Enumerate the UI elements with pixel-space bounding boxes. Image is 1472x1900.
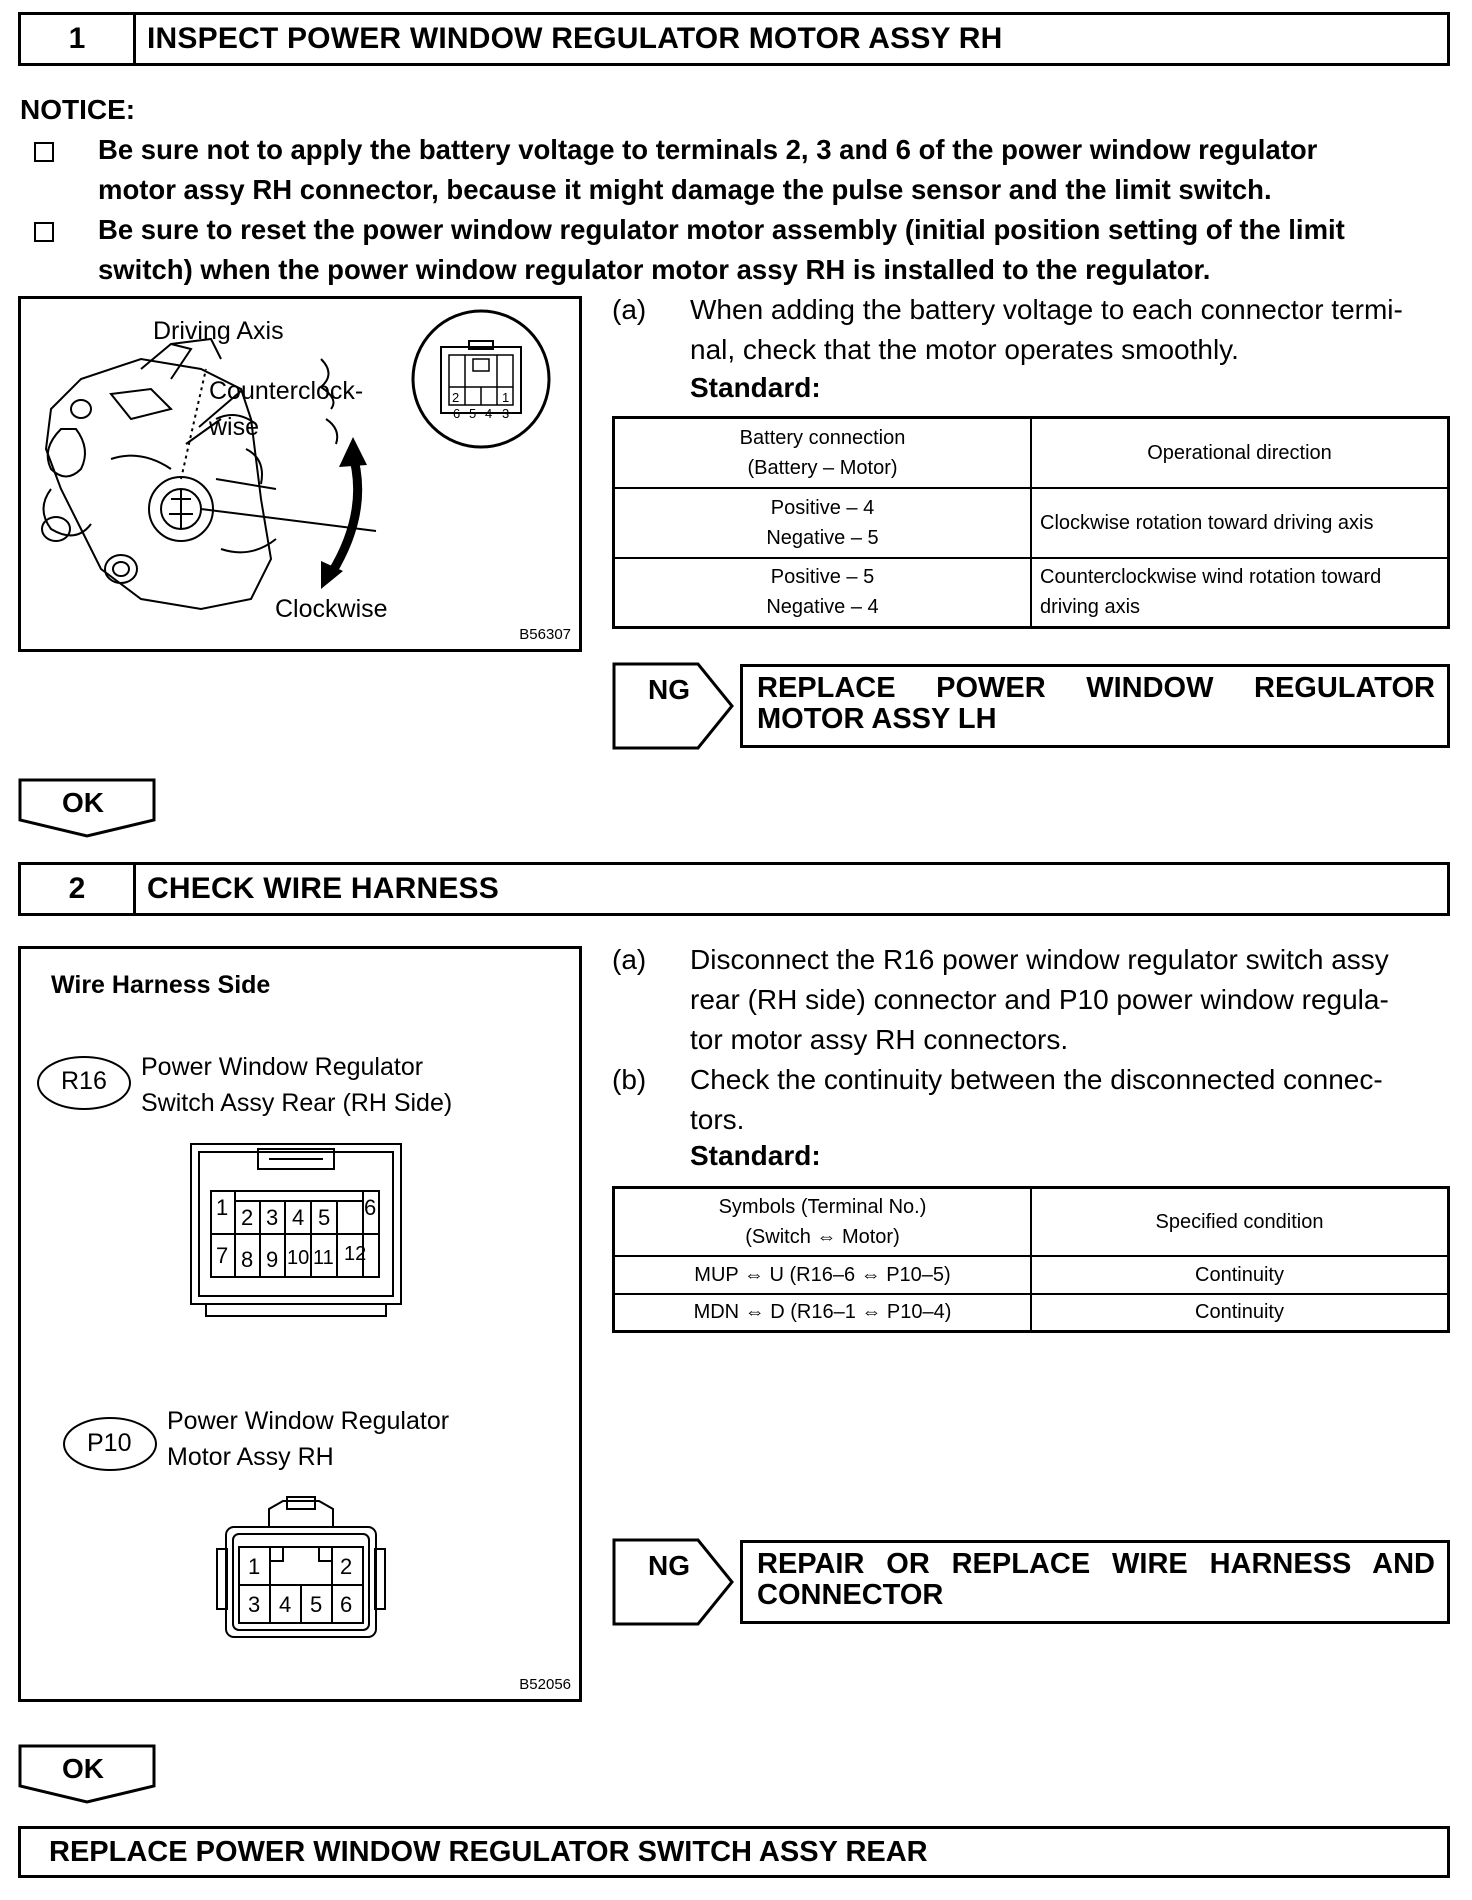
notice-checkbox-1 bbox=[34, 142, 54, 162]
r16-pin: 11 bbox=[313, 1247, 334, 1269]
cell-text: Negative – 5 bbox=[766, 526, 879, 549]
instruction-marker: (a) bbox=[612, 944, 647, 975]
instruction-text-a bbox=[690, 940, 1460, 1060]
connector-pin: 4 bbox=[485, 406, 493, 421]
table-row bbox=[614, 1256, 1449, 1294]
table-header-row bbox=[614, 418, 1449, 488]
r16-description-1: Power Window Regulator bbox=[141, 1053, 424, 1081]
wire-harness-figure bbox=[18, 946, 582, 1702]
label-counterclockwise-1: Counterclock- bbox=[209, 377, 364, 405]
table-cell bbox=[1031, 558, 1449, 628]
table-row bbox=[614, 558, 1449, 628]
cell-text: Positive – 5 bbox=[770, 566, 875, 589]
step-number: 1 bbox=[21, 15, 136, 63]
table-row bbox=[614, 488, 1449, 558]
connector-pin: 5 bbox=[469, 406, 477, 421]
r16-pin: 12 bbox=[344, 1243, 367, 1265]
step-title: CHECK WIRE HARNESS bbox=[147, 872, 499, 905]
label-driving-axis: Driving Axis bbox=[153, 317, 284, 345]
battery-connection-table bbox=[612, 416, 1450, 629]
label-clockwise: Clockwise bbox=[275, 595, 388, 623]
cell-text: driving axis bbox=[1040, 596, 1141, 619]
p10-pin: 1 bbox=[248, 1554, 261, 1579]
p10-description-1: Power Window Regulator bbox=[167, 1407, 450, 1435]
connector-pin: 6 bbox=[453, 406, 461, 421]
r16-pin: 2 bbox=[241, 1205, 254, 1230]
label-counterclockwise-2: wise bbox=[209, 413, 260, 441]
instruction-line: Disconnect the R16 power window regulator switch assy bbox=[690, 944, 1389, 975]
final-action-bar: REPLACE POWER WINDOW REGULATOR SWITCH ASSY REAR bbox=[18, 1826, 1450, 1878]
r16-pin: 9 bbox=[266, 1247, 279, 1272]
r16-pin: 10 bbox=[287, 1247, 310, 1269]
instruction-line: Check the continuity between the disconnected connec- bbox=[690, 1064, 1383, 1095]
figure-code: B56307 bbox=[519, 626, 571, 643]
cell-text: Positive – 4 bbox=[770, 496, 875, 519]
ok-label-1: OK bbox=[62, 787, 104, 818]
ok-label-2: OK bbox=[62, 1753, 104, 1784]
instruction-line: tors. bbox=[690, 1104, 745, 1135]
table-cell: MDN ⇔ D (R16–1 ⇔ P10–4) bbox=[614, 1294, 1032, 1332]
continuity-table bbox=[612, 1186, 1450, 1333]
notice-checkbox-2 bbox=[34, 222, 54, 242]
instruction-line-1: When adding the battery voltage to each connector termi- bbox=[690, 294, 1403, 325]
instruction-marker: (b) bbox=[612, 1064, 647, 1095]
step-1-header bbox=[18, 12, 1450, 66]
table-header-row bbox=[614, 1188, 1449, 1256]
header-text: Battery connection bbox=[739, 426, 906, 449]
header-text: Symbols (Terminal No.) bbox=[718, 1195, 927, 1218]
connector-pin: 3 bbox=[502, 406, 510, 421]
step-number: 2 bbox=[21, 865, 136, 913]
r16-pin: 6 bbox=[364, 1195, 377, 1220]
step-2-header bbox=[18, 862, 1450, 916]
instruction-line-2: nal, check that the motor operates smoothly. bbox=[690, 334, 1239, 365]
instruction-marker: (a) bbox=[612, 294, 647, 325]
ng-result-2: REPAIR OR REPLACE WIRE HARNESS AND CONNECTOR bbox=[740, 1540, 1450, 1624]
table-header-cell: Specified condition bbox=[1031, 1188, 1449, 1256]
p10-pin: 2 bbox=[340, 1554, 353, 1579]
table-cell bbox=[1031, 488, 1449, 558]
p10-tag: P10 bbox=[87, 1429, 132, 1457]
instruction-text bbox=[690, 290, 1450, 370]
r16-pin: 4 bbox=[292, 1205, 305, 1230]
r16-pin: 1 bbox=[216, 1195, 229, 1220]
figure-code: B52056 bbox=[519, 1676, 571, 1693]
table-row bbox=[614, 1294, 1449, 1332]
r16-tag: R16 bbox=[61, 1067, 107, 1095]
r16-pin: 7 bbox=[216, 1243, 229, 1268]
notice-2-line-1: Be sure to reset the power window regulator motor assembly (initial position setting of the limit bbox=[98, 214, 1345, 245]
ng-label-2: NG bbox=[648, 1550, 690, 1581]
r16-pin: 3 bbox=[266, 1205, 279, 1230]
r16-pin: 5 bbox=[318, 1205, 331, 1230]
table-cell: MUP ⇔ U (R16–6 ⇔ P10–5) bbox=[614, 1256, 1032, 1294]
ng-label-1: NG bbox=[648, 674, 690, 705]
notice-item-2 bbox=[98, 210, 1458, 290]
instruction-line: rear (RH side) connector and P10 power window regula- bbox=[690, 984, 1389, 1015]
p10-pin: 4 bbox=[279, 1592, 292, 1617]
motor-figure bbox=[18, 296, 582, 652]
r16-description-2: Switch Assy Rear (RH Side) bbox=[141, 1089, 453, 1117]
step-title: INSPECT POWER WINDOW REGULATOR MOTOR ASSY RH bbox=[147, 22, 1003, 55]
connector-pin: 1 bbox=[502, 390, 510, 405]
table-cell bbox=[614, 488, 1032, 558]
table-header-cell bbox=[614, 1188, 1032, 1256]
p10-pin: 6 bbox=[340, 1592, 353, 1617]
notice-heading: NOTICE: bbox=[20, 94, 136, 125]
notice-1-line-1: Be sure not to apply the battery voltage to terminals 2, 3 and 6 of the power window regulator bbox=[98, 134, 1318, 165]
r16-pin: 8 bbox=[241, 1247, 254, 1272]
standard-label: Standard: bbox=[690, 372, 821, 403]
notice-2-line-2: switch) when the power window regulator motor assy RH is installed to the regulator. bbox=[98, 254, 1211, 285]
instruction-text-b bbox=[690, 1060, 1460, 1140]
standard-label: Standard: bbox=[690, 1140, 821, 1171]
p10-pin: 3 bbox=[248, 1592, 261, 1617]
table-cell: Continuity bbox=[1031, 1256, 1449, 1294]
notice-1-line-2: motor assy RH connector, because it might damage the pulse sensor and the limit switch. bbox=[98, 174, 1272, 205]
p10-description-2: Motor Assy RH bbox=[167, 1443, 334, 1471]
table-cell: Continuity bbox=[1031, 1294, 1449, 1332]
connector-pin: 2 bbox=[452, 390, 460, 405]
table-cell bbox=[614, 558, 1032, 628]
table-header-cell: Operational direction bbox=[1031, 418, 1449, 488]
cell-text: Counterclockwise wind rotation toward bbox=[1040, 566, 1382, 589]
p10-pin: 5 bbox=[310, 1592, 323, 1617]
header-text: (Battery – Motor) bbox=[747, 456, 898, 479]
instruction-line: tor motor assy RH connectors. bbox=[690, 1024, 1069, 1055]
cell-text: Clockwise rotation toward driving axis bbox=[1040, 511, 1374, 534]
notice-item-1 bbox=[98, 130, 1458, 210]
table-header-cell bbox=[614, 418, 1032, 488]
cell-text: Negative – 4 bbox=[766, 596, 879, 619]
ng-result-1: REPLACE POWER WINDOW REGULATOR MOTOR ASSY LH bbox=[740, 664, 1450, 748]
header-text: (Switch ⇔ Motor) bbox=[745, 1225, 900, 1248]
figure-heading: Wire Harness Side bbox=[51, 971, 271, 999]
